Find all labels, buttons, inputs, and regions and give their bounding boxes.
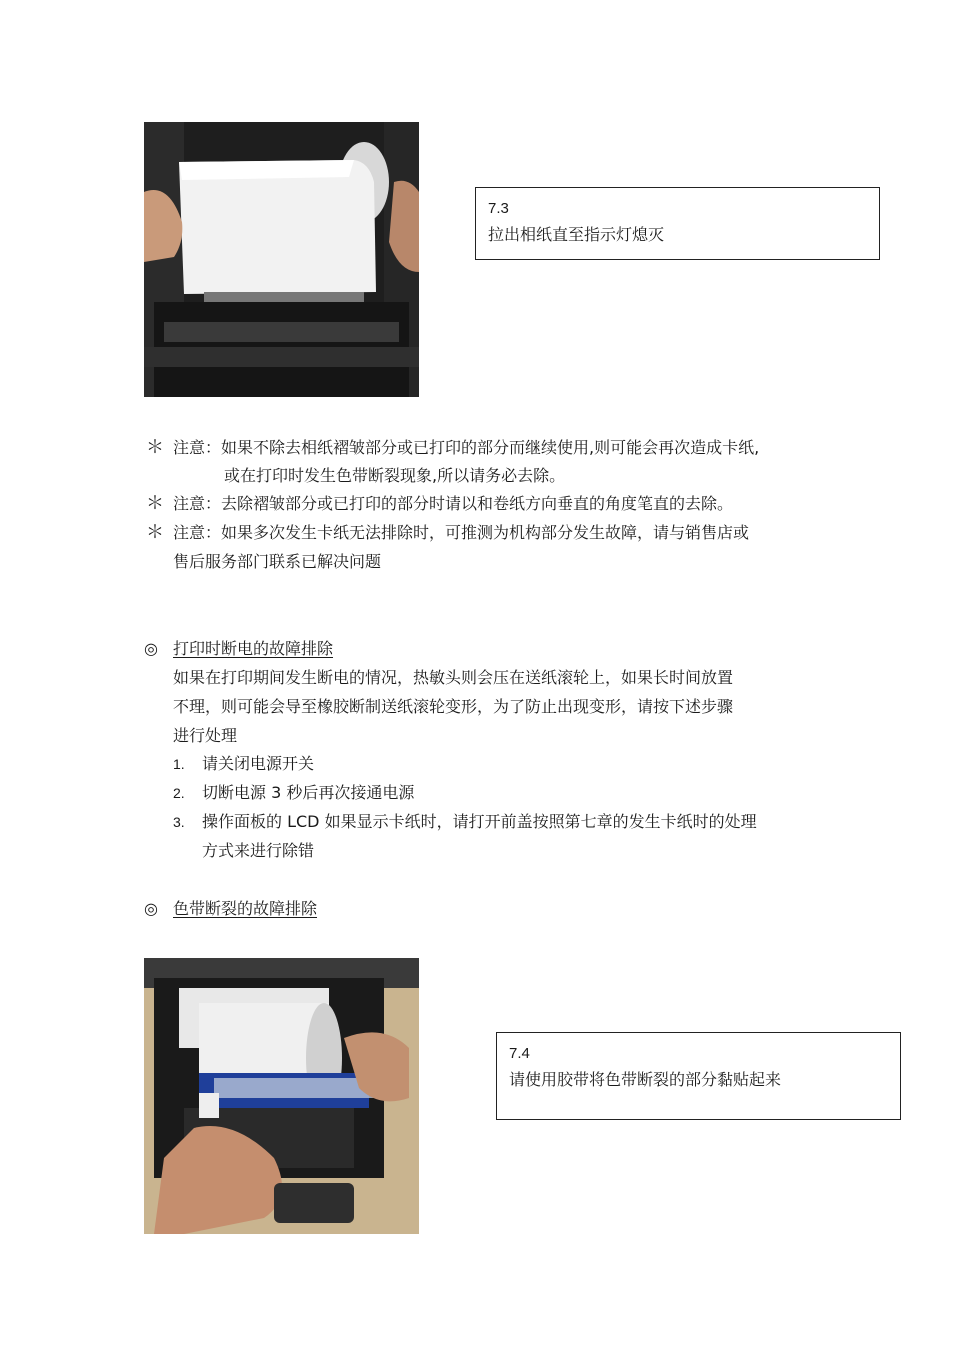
note-bullet: ＊: [146, 493, 164, 514]
paragraph-line: 进行处理: [173, 726, 238, 745]
step-number: 7.4: [509, 1045, 530, 1062]
note-line: 注意：如果多次发生卡纸无法排除时，可推测为机构部分发生故障，请与销售店或: [173, 523, 750, 542]
section-mark: ◎: [144, 899, 158, 918]
printer-ribbon-photo: [144, 958, 419, 1234]
list-item: 切断电源 3 秒后再次接通电源: [202, 783, 415, 802]
list-number: 1.: [173, 756, 185, 772]
printer-paper-photo: [144, 122, 419, 397]
list-item: 方式来进行除错: [202, 841, 315, 860]
step-7-4-box: [496, 1032, 901, 1120]
note-bullet: ＊: [146, 437, 164, 458]
note-line: 注意：如果不除去相纸褶皱部分或已打印的部分而继续使用,则可能会再次造成卡纸,: [173, 438, 760, 457]
list-number: 2.: [173, 785, 185, 801]
note-bullet: ＊: [146, 522, 164, 543]
photo-pull-paper: [144, 122, 419, 397]
list-number: 3.: [173, 814, 185, 830]
photo-tape-ribbon: [144, 958, 419, 1234]
section-heading: 色带断裂的故障排除: [173, 899, 318, 918]
step-text: 拉出相纸直至指示灯熄灭: [488, 225, 665, 244]
step-7-3-box: [475, 187, 880, 260]
list-item: 操作面板的 LCD 如果显示卡纸时，请打开前盖按照第七章的发生卡纸时的处理: [202, 812, 757, 831]
step-number: 7.3: [488, 200, 509, 217]
paragraph-line: 不理，则可能会导至橡胶断制送纸滚轮变形，为了防止出现变形，请按下述步骤: [173, 697, 734, 716]
step-text: 请使用胶带将色带断裂的部分黏贴起来: [509, 1070, 782, 1089]
list-item: 请关闭电源开关: [202, 754, 315, 773]
paragraph-line: 如果在打印期间发生断电的情况，热敏头则会压在送纸滚轮上，如果长时间放置: [173, 668, 734, 687]
section-heading: 打印时断电的故障排除: [173, 639, 334, 658]
note-line: 注意：去除褶皱部分或已打印的部分时请以和卷纸方向垂直的角度笔直的去除。: [173, 494, 734, 513]
note-line: 或在打印时发生色带断裂现象,所以请务必去除。: [224, 466, 566, 485]
section-mark: ◎: [144, 639, 158, 658]
note-line: 售后服务部门联系已解决问题: [173, 552, 382, 571]
